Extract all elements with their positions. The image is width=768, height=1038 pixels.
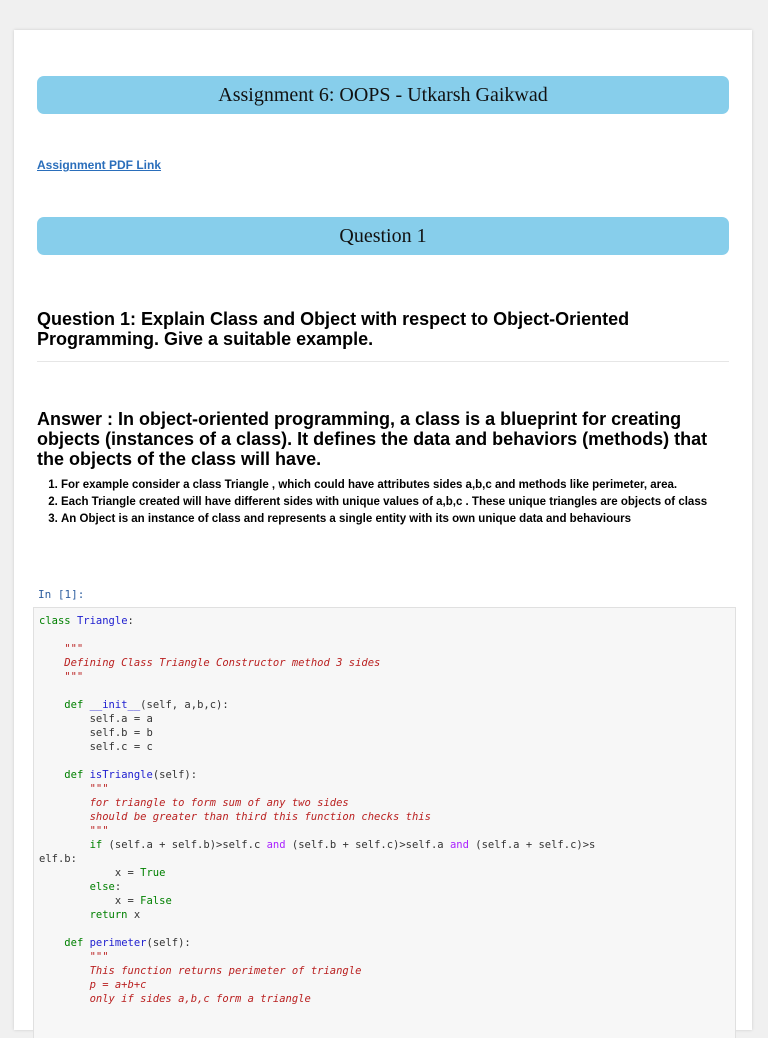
code-line: def isTriangle(self):	[64, 769, 198, 781]
code-line: self.a = a	[39, 713, 153, 725]
answer-heading: Answer : In object-oriented programming, a class is a blueprint for creating objects (instances of a class). It defines the data and behaviors (methods) that the objects of the class will have.	[37, 409, 708, 469]
code-line	[39, 628, 735, 642]
code-line: self.c = c	[39, 741, 153, 753]
title-banner	[37, 76, 729, 114]
code-line: return x	[89, 909, 141, 921]
code-line: if (self.a + self.b)>self.c and (self.b + self.c)>self.a and (self.a + self.c)>s	[89, 839, 596, 851]
code-line: only if sides a,b,c form a triangle	[39, 993, 311, 1005]
code-line: x = True	[39, 867, 166, 879]
code-line: should be greater than third this function checks this	[39, 811, 431, 823]
code-cell[interactable]	[33, 607, 736, 1038]
code-line	[39, 684, 735, 698]
question-heading: Question 1: Explain Class and Object with respect to Object-Oriented Programming. Give a suitable example.	[37, 309, 630, 349]
code-line	[39, 922, 735, 936]
list-item: 3. An Object is an instance of class and represents a single entity with its own unique data and behaviours	[61, 511, 761, 528]
code-line: """	[39, 783, 109, 795]
code-line: elf.b:	[39, 853, 77, 865]
code-line: p = a+b+c	[39, 979, 147, 991]
answer-points	[37, 477, 761, 528]
code-line: def __init__(self, a,b,c):	[64, 699, 229, 711]
code-line: """	[39, 671, 84, 683]
code-line: class Triangle:	[39, 615, 134, 627]
code-block	[34, 608, 735, 1006]
code-line: def perimeter(self):	[64, 937, 191, 949]
code-line: else:	[89, 881, 122, 893]
code-line: """	[39, 643, 84, 655]
code-line: x = False	[39, 895, 172, 907]
cell-prompt: In [1]:	[38, 588, 85, 601]
assignment-pdf-link[interactable]: Assignment PDF Link	[37, 158, 162, 172]
list-item: 2. Each Triangle created will have different sides with unique values of a,b,c . These unique triangles are objects of class	[61, 494, 761, 511]
code-line: Defining Class Triangle Constructor method 3 sides	[39, 657, 381, 669]
code-line: """	[39, 825, 109, 837]
list-item: 1. For example consider a class Triangle , which could have attributes sides a,b,c and methods like perimeter, area.	[61, 477, 761, 494]
code-line: """	[39, 951, 109, 963]
code-line	[39, 754, 735, 768]
section-banner	[37, 217, 729, 255]
code-line: for triangle to form sum of any two sides	[39, 797, 349, 809]
notebook-page	[14, 30, 752, 1030]
section-title: Question 1	[339, 224, 427, 247]
divider	[37, 361, 729, 362]
code-line: self.b = b	[39, 727, 153, 739]
code-line: This function returns perimeter of triangle	[39, 965, 362, 977]
page-title: Assignment 6: OOPS - Utkarsh Gaikwad	[218, 83, 548, 106]
